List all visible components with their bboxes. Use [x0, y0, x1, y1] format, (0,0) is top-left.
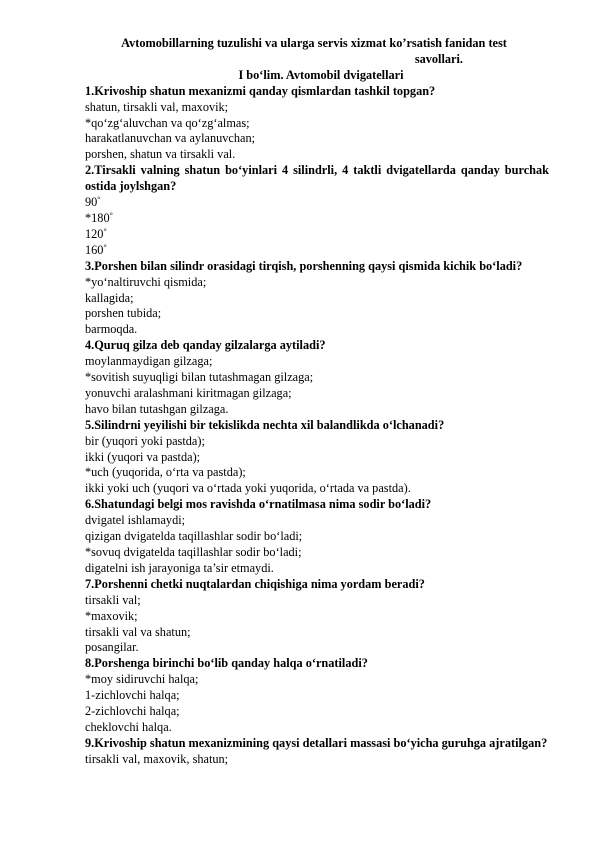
question-6-option-a: dvigatel ishlamaydi; [85, 513, 186, 528]
question-2: 2.Tirsakli valning shatun bo‘yinlari 4 silindrli, 4 taktli dvigatellarda qanday burchak ostida joylshgan? [85, 163, 549, 194]
question-9-option-a: tirsakli val, maxovik, shatun; [85, 751, 229, 766]
question-8-option-c: 2-zichlovchi halqa; [85, 704, 180, 719]
question-3: 3.Porshen bilan silindr orasidagi tirqish, porshenning qaysi qismida kichik bo‘ladi? [85, 258, 523, 273]
question-5-option-a: bir (yuqori yoki pastda); [85, 433, 205, 448]
question-4-option-a: moylanmaydigan gilzaga; [85, 354, 213, 369]
question-1-option-c: harakatlanuvchan va aylanuvchan; [85, 131, 256, 146]
question-2-option-a [85, 195, 549, 211]
question-1: 1.Krivoship shatun mexanizmi qanday qismlardan tashkil topgan? [85, 83, 436, 98]
question-9: 9.Krivoship shatun mexanizmining qaysi detallari massasi bo‘yicha guruhga ajratilgan? [85, 735, 548, 750]
question-7-option-b: *maxovik; [85, 608, 138, 623]
question-2-option-c-value: 120 [85, 226, 104, 241]
question-7-option-c: tirsakli val va shatun; [85, 624, 191, 639]
question-1-option-b: *qo‘zg‘aluvchan va qo‘zg‘almas; [85, 115, 250, 130]
question-7-option-d: posangilar. [85, 640, 139, 655]
question-3-option-b: kallagida; [85, 290, 134, 305]
question-8: 8.Porshenga birinchi bo‘lib qanday halqa o‘rnatiladi? [85, 656, 368, 671]
question-5-option-b: ikki (yuqori va pastda); [85, 449, 201, 464]
question-5-option-d: ikki yoki uch (yuqori va o‘rtada yoki yuqorida, o‘rtada va pastda). [85, 481, 411, 496]
degree-mark: ° [103, 226, 107, 236]
question-2-option-a-value: 90 [85, 195, 98, 210]
document-title-line-2: savollari. [414, 51, 463, 66]
question-1-option-d: porshen, shatun va tirsakli val. [85, 147, 236, 162]
question-2-option-c [85, 227, 549, 243]
question-4-option-c: yonuvchi aralashmani kiritmagan gilzaga; [85, 385, 292, 400]
question-6-option-d: digatelni ish jarayoniga ta’sir etmaydi. [85, 560, 274, 575]
question-8-option-b: 1-zichlovchi halqa; [85, 688, 180, 703]
question-7-option-a: tirsakli val; [85, 592, 141, 607]
question-2-option-d-value: 160 [85, 242, 104, 257]
question-5-option-c: *uch (yuqorida, o‘rta va pastda); [85, 465, 246, 480]
question-7: 7.Porshenni chetki nuqtalardan chiqishiga nima yordam beradi? [85, 576, 425, 591]
degree-mark: ° [109, 210, 113, 220]
question-1-option-a: shatun, tirsakli val, maxovik; [85, 99, 229, 114]
question-8-option-d: cheklovchi halqa. [85, 719, 172, 734]
question-2-option-b-value: *180 [85, 210, 110, 225]
question-4: 4.Quruq gilza deb qanday gilzalarga aytiladi? [85, 338, 326, 353]
degree-mark: ° [97, 195, 101, 205]
question-3-option-a: *yo‘naltiruvchi qismida; [85, 274, 207, 289]
question-2-option-d [85, 243, 549, 259]
question-6-option-b: qizigan dvigatelda taqillashlar sodir bo‘ladi; [85, 529, 303, 544]
section-heading: I bo‘lim. Avtomobil dvigatellari [238, 67, 404, 82]
question-3-option-d: barmoqda. [85, 322, 138, 337]
document-page [85, 36, 549, 768]
question-4-option-d: havo bilan tutashgan gilzaga. [85, 401, 229, 416]
question-6-option-c: *sovuq dvigatelda taqillashlar sodir bo‘ladi; [85, 545, 302, 559]
document-title [85, 36, 549, 68]
question-6: 6.Shatundagi belgi mos ravishda o‘rnatilmasa nima sodir bo‘ladi? [85, 497, 432, 512]
question-5: 5.Silindrni yeyilishi bir tekislikda nechta xil balandlikda o‘lchanadi? [85, 417, 445, 432]
degree-mark: ° [103, 242, 107, 252]
question-3-option-c: porshen tubida; [85, 306, 162, 321]
question-4-option-b: *sovitish suyuqligi bilan tutashmagan gilzaga; [85, 370, 314, 385]
question-2-option-b [85, 211, 549, 227]
question-8-option-a: *moy sidiruvchi halqa; [85, 672, 199, 687]
document-title-line-1: Avtomobillarning tuzulishi va ularga servis xizmat ko’rsatish fanidan test [121, 36, 507, 50]
